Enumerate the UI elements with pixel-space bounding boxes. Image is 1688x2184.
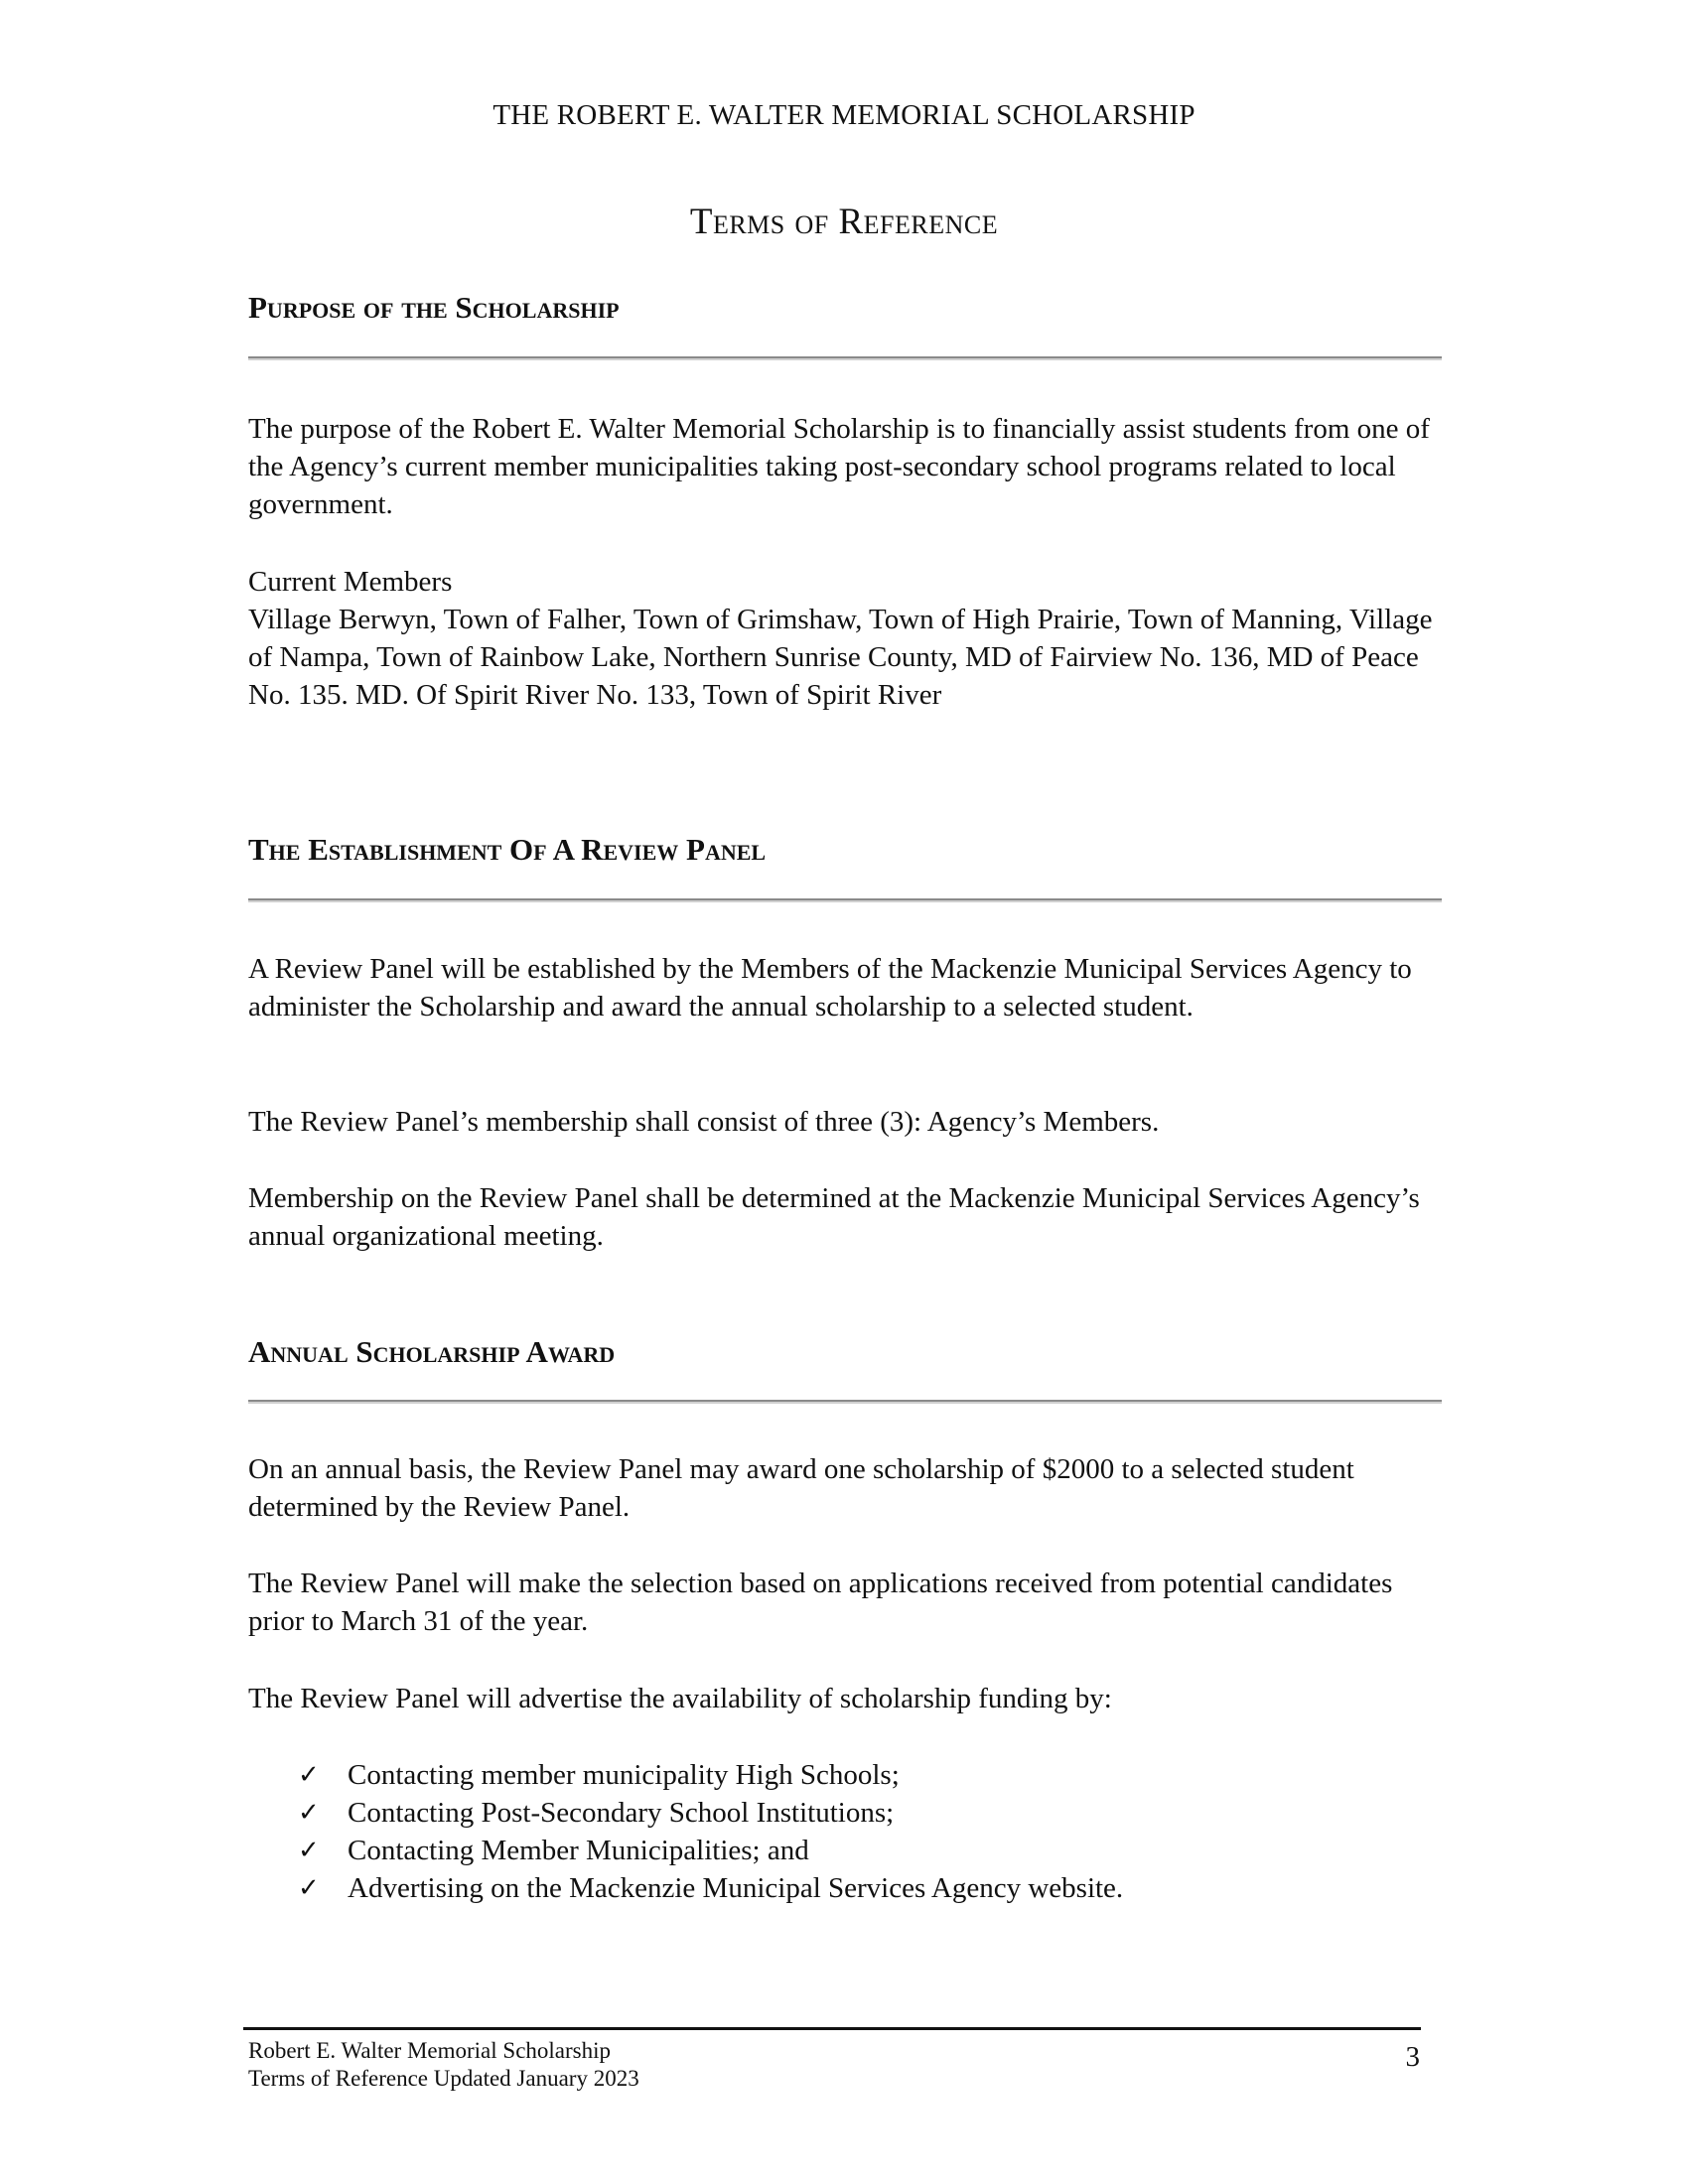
checklist-item-text: Advertising on the Mackenzie Municipal Services Agency website. — [348, 1872, 1124, 1904]
members-list: Village Berwyn, Town of Falher, Town of Grimshaw, Town of High Prairie, Town of Manning, Village of Nampa, Town of Rainbow Lake, Northern Sunrise County, MD of Fairview No. 136, MD of Peace No. 135. MD. Of Spirit River No. 133, Town of Spirit River — [248, 604, 1433, 711]
section-rule-review-panel — [248, 898, 1442, 902]
section-heading-purpose: Purpose of the Scholarship — [248, 290, 620, 325]
document-title: Terms of Reference — [689, 202, 999, 242]
section-heading-review-panel: The Establishment Of A Review Panel — [248, 832, 767, 867]
checklist-item — [298, 1756, 1123, 1794]
review-panel-paragraph-3: Membership on the Review Panel shall be determined at the Mackenzie Municipal Services Agency’s annual organizational meeting. — [248, 1182, 1420, 1252]
purpose-paragraph: The purpose of the Robert E. Walter Memorial Scholarship is to financially assist students from one of the Agency’s current member municipalities taking post-secondary school programs related to local government. — [248, 413, 1430, 520]
members-label: Current Members — [248, 566, 453, 598]
footer-rule — [243, 2027, 1421, 2030]
checkmark-icon: ✓ — [298, 1760, 320, 1790]
page-number: 3 — [1405, 2041, 1420, 2073]
checklist-item — [298, 1794, 1123, 1832]
footer-line-1: Robert E. Walter Memorial Scholarship — [248, 2038, 612, 2063]
checkmark-icon: ✓ — [298, 1836, 320, 1865]
checklist-item-text: Contacting Member Municipalities; and — [348, 1835, 809, 1866]
section-rule-award — [248, 1400, 1442, 1404]
footer-line-2: Terms of Reference Updated January 2023 — [248, 2066, 639, 2091]
checklist-item-text: Contacting Post-Secondary School Institutions; — [348, 1797, 895, 1829]
running-header: THE ROBERT E. WALTER MEMORIAL SCHOLARSHIP — [492, 99, 1196, 131]
checklist-item-text: Contacting member municipality High Schools; — [348, 1759, 900, 1791]
award-paragraph-3: The Review Panel will advertise the availability of scholarship funding by: — [248, 1683, 1112, 1714]
section-heading-award: Annual Scholarship Award — [248, 1334, 616, 1369]
checkmark-icon: ✓ — [298, 1873, 320, 1903]
award-paragraph-2: The Review Panel will make the selection based on applications received from potential candidates prior to March 31 of the year. — [248, 1568, 1393, 1637]
section-rule-purpose — [248, 356, 1442, 360]
footer-text — [248, 2037, 639, 2093]
review-panel-paragraph-2: The Review Panel’s membership shall consist of three (3): Agency’s Members. — [248, 1106, 1160, 1138]
review-panel-paragraph-1: A Review Panel will be established by the Members of the Mackenzie Municipal Services Agency to administer the Scholarship and award the annual scholarship to a selected student. — [248, 953, 1412, 1023]
advertising-checklist — [298, 1756, 1123, 1907]
checklist-item — [298, 1832, 1123, 1869]
award-paragraph-1: On an annual basis, the Review Panel may award one scholarship of $2000 to a selected student determined by the Review Panel. — [248, 1453, 1354, 1523]
checklist-item — [298, 1869, 1123, 1907]
checkmark-icon: ✓ — [298, 1798, 320, 1828]
